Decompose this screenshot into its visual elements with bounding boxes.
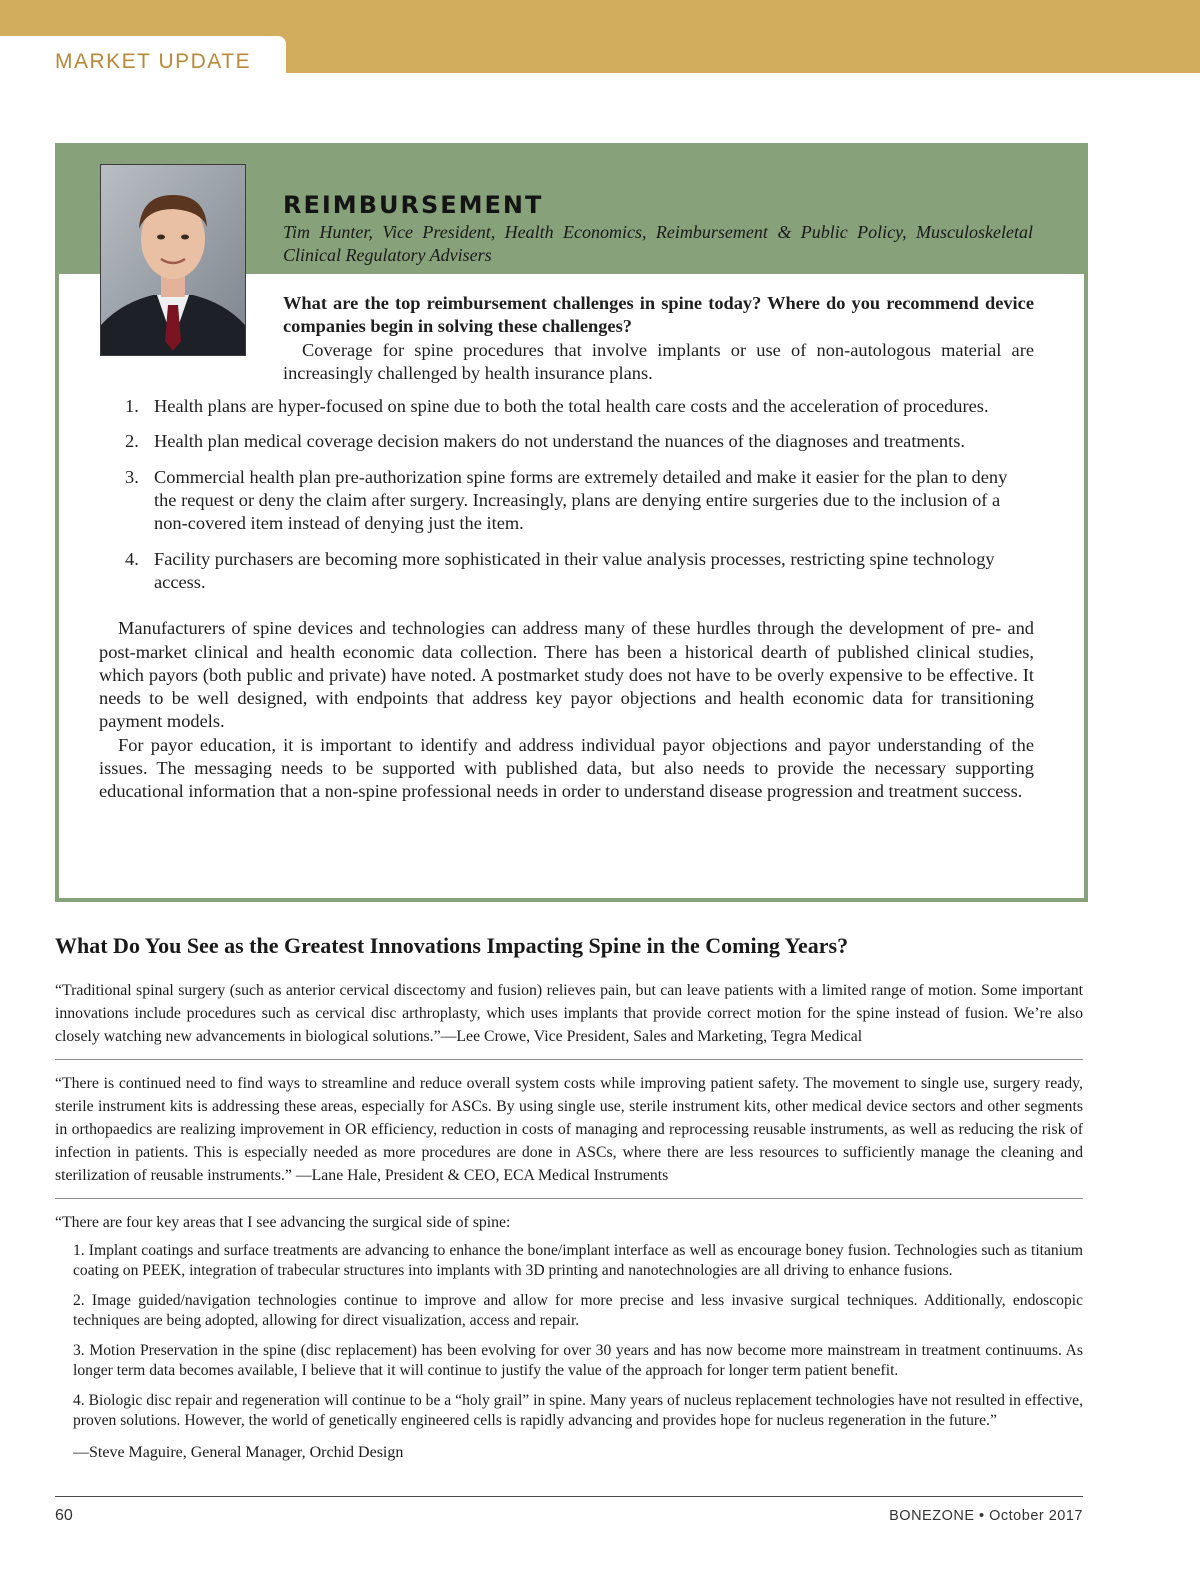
list-item-text: Health plans are hyper-focused on spine due to both the total health care costs and the acceleration of procedures.: [154, 396, 989, 417]
sidebar-paragraph: For payor education, it is important to identify and address individual payor objections and payor understanding of the issues. The messaging needs to be supported with published data, but also needs to provide the necessary supporting educational information that a non-spine professional needs in order to understand disease progression and treatment success.: [99, 734, 1034, 802]
challenges-list: [99, 395, 1034, 594]
publication-info: BONEZONE • October 2017: [889, 1508, 1083, 1524]
quote-maguire-intro: “There are four key areas that I see advancing the surgical side of spine:: [55, 1213, 511, 1231]
quote-crowe: “Traditional spinal surgery (such as anterior cervical discectomy and fusion) relieves pain, but can leave patients with a limited range of motion. Some important innovations include procedures such as cervical disc arthroplasty, which uses implants that provide correct motion for the spine instead of fusion. We’re also closely watching new advancements in biological solutions.”—Lee Crowe, Vice President, Sales and Marketing, Tegra Medical: [55, 982, 1083, 1046]
list-item: [99, 548, 1004, 595]
innovations-quotes: [55, 979, 1083, 1464]
list-item: 1. Implant coatings and surface treatments are advancing to enhance the bone/implant interface as well as encourage boney fusion. Technologies such as titanium coating on PEEK, integration of trabecular structures into implants with 3D printing and nanotechnologies are all driving to enhance fusions.: [73, 1241, 1083, 1280]
section-label: MARKET UPDATE: [55, 50, 252, 73]
list-item: 2. Image guided/navigation technologies continue to improve and allow for more precise and less invasive surgical techniques. Additionally, endoscopic techniques are being adopted, allowing for direct visualization, access and repair.: [73, 1291, 1083, 1330]
list-item-number: 4.: [125, 548, 139, 569]
sidebar-title: REIMBURSEMENT: [283, 191, 544, 219]
quote-maguire-attribution: —Steve Maguire, General Manager, Orchid Design: [73, 1443, 404, 1461]
footer-divider: [55, 1496, 1083, 1497]
list-item-number: 2.: [125, 431, 139, 452]
sidebar-question: What are the top reimbursement challenges in spine today? Where do you recommend device companies begin in solving these challenges?: [283, 293, 1034, 337]
reimbursement-sidebar-box: [55, 143, 1088, 902]
sidebar-paragraph: Manufacturers of spine devices and technologies can address many of these hurdles through the development of pre- and post-market clinical and health economic data collection. There has been a historical dearth of published clinical studies, which payors (both public and private) have noted. A postmarket study does not have to be overly expensive to be effective. It needs to be well designed, with endpoints that address key payor objections and health economic data for transitioning payment models.: [99, 618, 1034, 732]
quote-hale: “There is continued need to find ways to streamline and reduce overall system costs while improving patient safety. The movement to single use, surgery ready, sterile instrument kits is addressing these areas, especially for ASCs. By using single use, sterile instrument kits, other medical device sectors and other segments in orthopaedics are realizing improvement in OR efficiency, reduction in costs of managing and reprocessing reusable instruments, as well as reducing the risk of infection in patients. This is especially needed as more procedures are done in ASCs, where there are less resources to sufficiently manage the cleaning and sterilization of reusable instruments.” —Lane Hale, President & CEO, ECA Medical Instruments: [55, 1074, 1083, 1185]
list-item-text: Health plan medical coverage decision makers do not understand the nuances of the diagnoses and treatments.: [154, 431, 965, 452]
section-tab: [0, 36, 286, 73]
list-item-number: 1.: [125, 396, 139, 417]
list-item: [99, 430, 1004, 453]
sidebar-answer-intro: Coverage for spine procedures that involve implants or use of non-autologous material are increasingly challenged by health insurance plans.: [283, 339, 1034, 383]
page-number: 60: [55, 1507, 73, 1524]
list-item: 4. Biologic disc repair and regeneration will continue to be a “holy grail” in spine. Many years of nucleus replacement technologies have not resulted in effective, proven solutions. However, the world of genetically engineered cells is rapidly advancing and provides hope for nucleus regeneration in the future.”: [73, 1391, 1083, 1430]
list-item: [99, 466, 1034, 536]
sidebar-body: [99, 292, 1034, 804]
key-areas-list: [55, 1241, 1083, 1432]
quote-divider: [55, 1059, 1083, 1060]
innovations-heading: What Do You See as the Greatest Innovations Impacting Spine in the Coming Years?: [55, 933, 849, 958]
list-item: [99, 395, 1004, 418]
list-item-text: Commercial health plan pre-authorization spine forms are extremely detailed and make it easier for the plan to deny the request or deny the claim after surgery. Increasingly, plans are denying entire surgeries due to the inclusion of a non-covered item instead of denying just the item.: [154, 466, 1008, 534]
sidebar-qa: [283, 292, 1034, 385]
quote-divider: [55, 1198, 1083, 1199]
list-item: 3. Motion Preservation in the spine (disc replacement) has been evolving for over 30 years and has now become more mainstream in treatment continuums. As longer term data becomes available, I believe that it will continue to justify the value of the approach for longer term patient benefit.: [73, 1341, 1083, 1380]
list-item-text: Facility purchasers are becoming more sophisticated in their value analysis processes, restricting spine technology access.: [154, 548, 995, 592]
sidebar-byline: Tim Hunter, Vice President, Health Economics, Reimbursement & Public Policy, Musculoskeletal Clinical Regulatory Advisers: [283, 222, 1033, 265]
list-item-number: 3.: [125, 466, 139, 487]
